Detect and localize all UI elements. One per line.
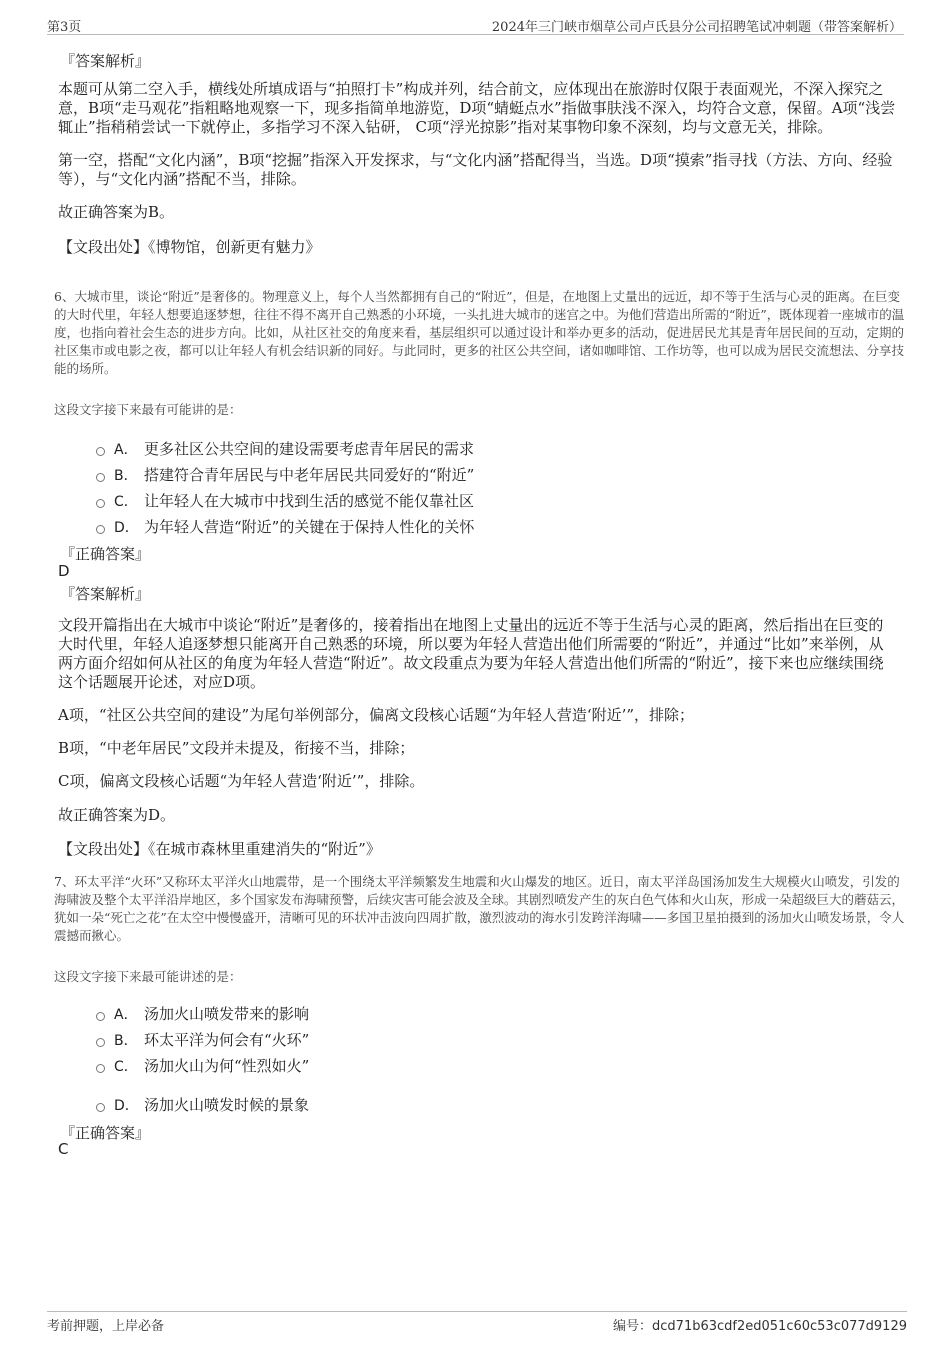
q7-answer-label: 『正确答案』 (60, 1124, 151, 1142)
q7-option-b[interactable] (96, 1029, 309, 1050)
q5-source: 【文段出处】《博物馆，创新更有魅力》 (58, 238, 321, 256)
q6-source: 【文段出处】《在城市森林里重建消失的“附近”》 (58, 840, 381, 858)
q6-question: 这段文字接下来最有可能讲的是： (54, 402, 242, 417)
option-text: 汤加火山喷发时候的景象 (144, 1096, 310, 1114)
q5-analysis-paragraph-2: 第一空，搭配“文化内涵”，B项“挖掘”指深入开发探求，与“文化内涵”搭配得当，当选。D项“摸索”指寻找（方法、方向、经验等），与“文化内涵”搭配不当，排除。 (58, 151, 893, 188)
q6-analysis-paragraph-1: 文段开篇指出在大城市中谈论“附近”是奢侈的，接着指出在地图上丈量出的远近不等于生活与心灵的距离，然后指出在巨变的大时代里，年轻人追逐梦想只能离开自己熟悉的环境，所以要为年轻人营造出他们所需要的“附近”，并通过“比如”来举例，从两方面介绍如何从社区的角度为年轻人营造“附近”。故文段重点为要为年轻人营造出他们所需的“附近”，接下来也应继续围绕这个话题展开论述，对应D项。 (58, 616, 884, 691)
q6-option-d[interactable] (96, 516, 474, 537)
q5-analysis-conclusion: 故正确答案为B。 (58, 203, 175, 221)
option-text: 让年轻人在大城市中找到生活的感觉不能仅靠社区 (144, 492, 475, 510)
option-letter: C． (114, 493, 138, 510)
q7-option-c[interactable] (96, 1055, 309, 1076)
q6-correct-answer: D (58, 562, 70, 580)
radio-button-icon[interactable] (96, 447, 105, 456)
radio-button-icon[interactable] (96, 1038, 105, 1047)
option-text: 环太平洋为何会有“火环” (144, 1031, 310, 1049)
q6-stem: 6、大城市里，谈论“附近”是奢侈的。物理意义上，每个人当然都拥有自己的“附近”，但是，在地图上丈量出的远近，却不等于生活与心灵的距离。在巨变的大时代里，年轻人想要追逐梦想，往往不得不离开自己熟悉的小环境，一头扎进大城市的迷宫之中。为他们营造出所需的“附近”，既体现着一座城市的温度，也指向着社会生态的进步方向。比如，从社区社交的角度来看，基层组织可以通过设计和举办更多的活动，促进居民尤其是青年居民间的互动，定期的社区集市或电影之夜，都可以让年轻人有机会结识新的同好。与此同时，更多的社区公共空间，诸如咖啡馆、工作坊等，也可以成为居民交流想法、分享技能的场所。 (54, 289, 905, 376)
radio-button-icon[interactable] (96, 473, 105, 482)
q6-analysis-option-c: C项，偏离文段核心话题“为年轻人营造‘附近’”，排除。 (58, 772, 425, 790)
document-id: 编号：dcd71b63cdf2ed051c60c53c077d9129 (613, 1319, 907, 1334)
option-text: 汤加火山为何“性烈如火” (144, 1057, 310, 1075)
page-footer (47, 1311, 907, 1336)
page-header (47, 14, 904, 35)
option-letter: D． (114, 519, 139, 536)
radio-button-icon[interactable] (96, 1012, 105, 1021)
radio-button-icon[interactable] (96, 525, 105, 534)
option-letter: C． (114, 1058, 138, 1075)
option-letter: A． (114, 1006, 138, 1023)
q7-question: 这段文字接下来最可能讲述的是： (54, 969, 242, 984)
q6-option-c[interactable] (96, 490, 474, 511)
option-text: 汤加火山喷发带来的影响 (144, 1005, 310, 1023)
q6-analysis-option-b: B项，“中老年居民”文段并未提及，衔接不当，排除； (58, 739, 415, 757)
option-letter: B． (114, 467, 138, 484)
q6-option-a[interactable] (96, 438, 474, 459)
option-letter: D． (114, 1097, 139, 1114)
q6-analysis-conclusion: 故正确答案为D。 (58, 806, 176, 824)
q7-correct-answer: C (58, 1140, 69, 1158)
option-text: 搭建符合青年居民与中老年居民共同爱好的“附近” (144, 466, 475, 484)
option-text: 更多社区公共空间的建设需要考虑青年居民的需求 (144, 440, 475, 458)
q6-option-b[interactable] (96, 464, 474, 485)
option-letter: A． (114, 441, 138, 458)
q5-analysis-label: 『答案解析』 (60, 52, 151, 70)
q7-stem: 7、环太平洋“火环”又称环太平洋火山地震带，是一个围绕太平洋频繁发生地震和火山爆发的地区。近日，南太平洋岛国汤加发生大规模火山喷发，引发的海啸波及整个太平洋沿岸地区，多个国家发布海啸预警，后续灾害可能会波及全球。其剧烈喷发产生的灰白色气体和火山灰，形成一朵超级巨大的蘑菇云，犹如一朵“死亡之花”在太空中慢慢盛开，清晰可见的环状冲击波向四周扩散，激烈波动的海水引发跨洋海啸——多国卫星拍摄到的汤加火山喷发场景，令人震撼而揪心。 (54, 874, 905, 943)
q6-analysis-label: 『答案解析』 (60, 585, 151, 603)
document-title: 2024年三门峡市烟草公司卢氏县分公司招聘笔试冲刺题（带答案解析） (491, 20, 902, 35)
radio-button-icon[interactable] (96, 1064, 105, 1073)
option-letter: B． (114, 1032, 138, 1049)
q7-option-d[interactable] (96, 1094, 309, 1115)
radio-button-icon[interactable] (96, 1103, 105, 1112)
q5-analysis-paragraph-1: 本题可从第二空入手，横线处所填成语与“拍照打卡”构成并列，结合前文，应体现出在旅游时仅限于表面观光，不深入探究之意，B项“走马观花”指粗略地观察一下，现多指简单地游览，D项“蜻蜓点水”指做事肤浅不深入，均符合文意，保留。A项“浅尝辄止”指稍稍尝试一下就停止，多指学习不深入钻研， C项“浮光掠影”指对某事物印象不深刻，均与文意无关，排除。 (58, 80, 896, 136)
page-number: 第3页 (47, 20, 82, 35)
option-text: 为年轻人营造“附近”的关键在于保持人性化的关怀 (144, 518, 475, 536)
q7-option-a[interactable] (96, 1003, 309, 1024)
radio-button-icon[interactable] (96, 499, 105, 508)
q6-analysis-option-a: A项，“社区公共空间的建设”为尾句举例部分，偏离文段核心话题“为年轻人营造‘附近’”，排除； (58, 706, 695, 724)
footer-slogan: 考前押题，上岸必备 (47, 1319, 165, 1334)
q6-answer-label: 『正确答案』 (60, 545, 151, 563)
